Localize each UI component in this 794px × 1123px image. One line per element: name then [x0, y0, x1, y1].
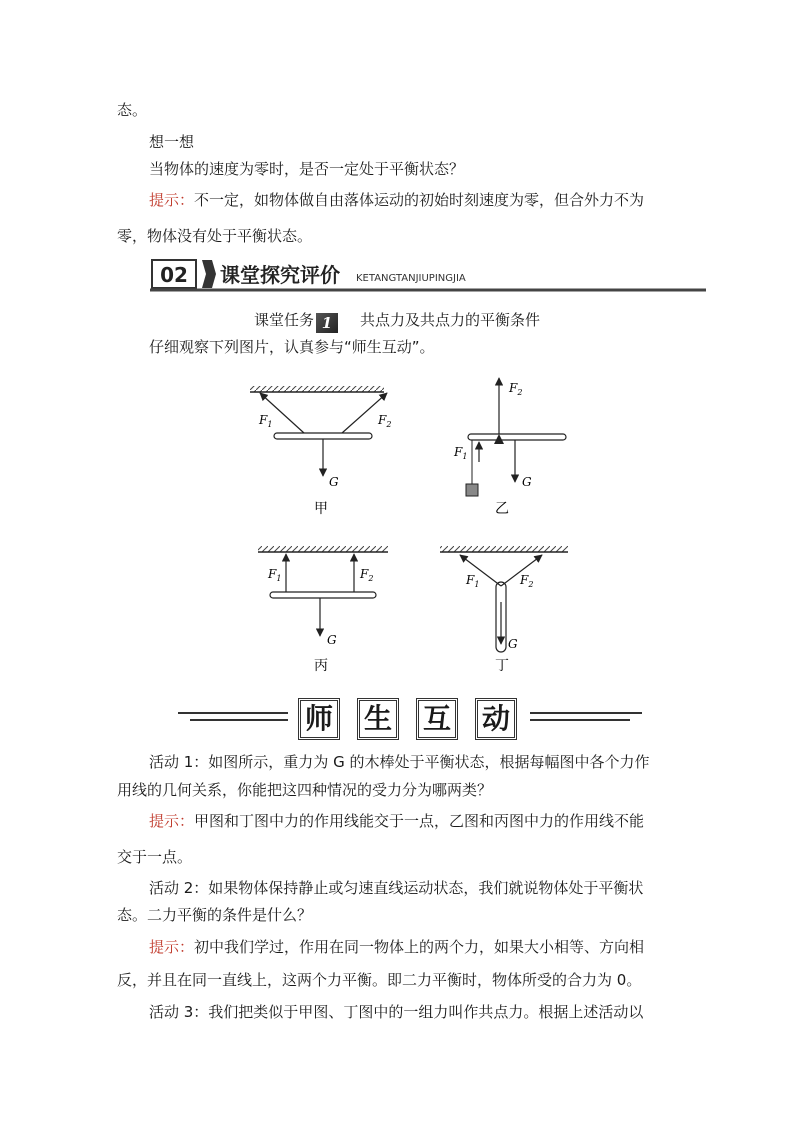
- question-text: 当物体的速度为零时，是否一定处于平衡状态？: [149, 160, 465, 178]
- activity-2-cont: 态。二力平衡的条件是什么？: [117, 906, 313, 924]
- caption-ding: 丁: [495, 658, 509, 674]
- svg-text:F1: $F_1$: [268, 567, 282, 583]
- hint-label: 提示：: [149, 812, 195, 830]
- hint-paragraph: [149, 937, 644, 957]
- hint-label: 提示：: [149, 938, 195, 956]
- task-heading: [0, 310, 794, 333]
- activity-3: 活动 3：我们把类似于甲图、丁图中的一组力叫作共点力。根据上述活动以: [149, 1003, 644, 1021]
- svg-text:G: G: [522, 475, 532, 489]
- activity-2: 活动 2：如果物体保持静止或匀速直线运动状态，我们就说物体处于平衡状: [149, 879, 644, 897]
- task-title: 共点力及共点力的平衡条件: [360, 311, 541, 329]
- interaction-char: 互: [416, 698, 458, 740]
- diagram-ding: [440, 546, 568, 674]
- interaction-char: 师: [298, 698, 340, 740]
- svg-text:G: G: [327, 633, 337, 647]
- diagram-bing: [258, 546, 388, 674]
- section-banner: [150, 256, 706, 292]
- banner-pinyin: KETANGTANJIUPINGJIA: [356, 273, 466, 284]
- interaction-char: 生: [357, 698, 399, 740]
- svg-text:F1: $F_1$: [259, 413, 273, 429]
- svg-text:G: G: [508, 637, 518, 651]
- hint-text: 甲图和丁图中力的作用线能交于一点，乙图和丙图中力的作用线不能: [194, 812, 645, 830]
- hint-label: 提示：: [149, 191, 195, 209]
- diagram-yi: [453, 378, 566, 517]
- svg-text:F2: $F_2$: [520, 573, 534, 589]
- activity-1: 活动 1：如图所示，重力为 G 的木棒处于平衡状态，根据每幅图中各个力作: [149, 753, 650, 771]
- caption-bing: 丙: [314, 658, 328, 674]
- task-prefix: 课堂任务: [253, 311, 314, 329]
- banner-title: 课堂探究评价: [220, 263, 340, 287]
- activity-1-cont: 用线的几何关系，你能把这四种情况的受力分为哪两类？: [117, 781, 493, 799]
- hint-cont: 反，并且在同一直线上，这两个力平衡。即二力平衡时，物体所受的合力为 0。: [117, 971, 642, 989]
- intro-text: 仔细观察下列图片，认真参与“师生互动”。: [149, 338, 435, 356]
- svg-text:F1: $F_1$: [454, 445, 468, 461]
- section-heading: 想一想: [149, 133, 195, 151]
- task-number-badge: 1: [316, 313, 338, 333]
- caption-yi: 乙: [495, 501, 509, 517]
- interaction-char: 动: [475, 698, 517, 740]
- text-line: 态。: [117, 101, 148, 119]
- svg-text:F2: $F_2$: [378, 413, 392, 429]
- diagram-jia: [250, 386, 391, 517]
- banner-number: 02: [160, 263, 188, 287]
- text-line: 零，物体没有处于平衡状态。: [117, 227, 313, 245]
- hint-cont: 交于一点。: [117, 848, 193, 866]
- svg-text:F1: $F_1$: [466, 573, 480, 589]
- svg-text:F2: $F_2$: [509, 381, 523, 397]
- svg-text:G: G: [329, 475, 339, 489]
- svg-text:F2: $F_2$: [360, 567, 374, 583]
- interaction-banner: [170, 696, 650, 742]
- force-diagrams: [232, 366, 594, 688]
- hint-paragraph: [149, 190, 644, 210]
- hint-paragraph: [149, 811, 644, 831]
- caption-jia: 甲: [314, 501, 328, 517]
- hint-text: 不一定，如物体做自由落体运动的初始时刻速度为零，但合外力不为: [194, 191, 645, 209]
- hint-text: 初中我们学过，作用在同一物体上的两个力，如果大小相等、方向相: [194, 938, 645, 956]
